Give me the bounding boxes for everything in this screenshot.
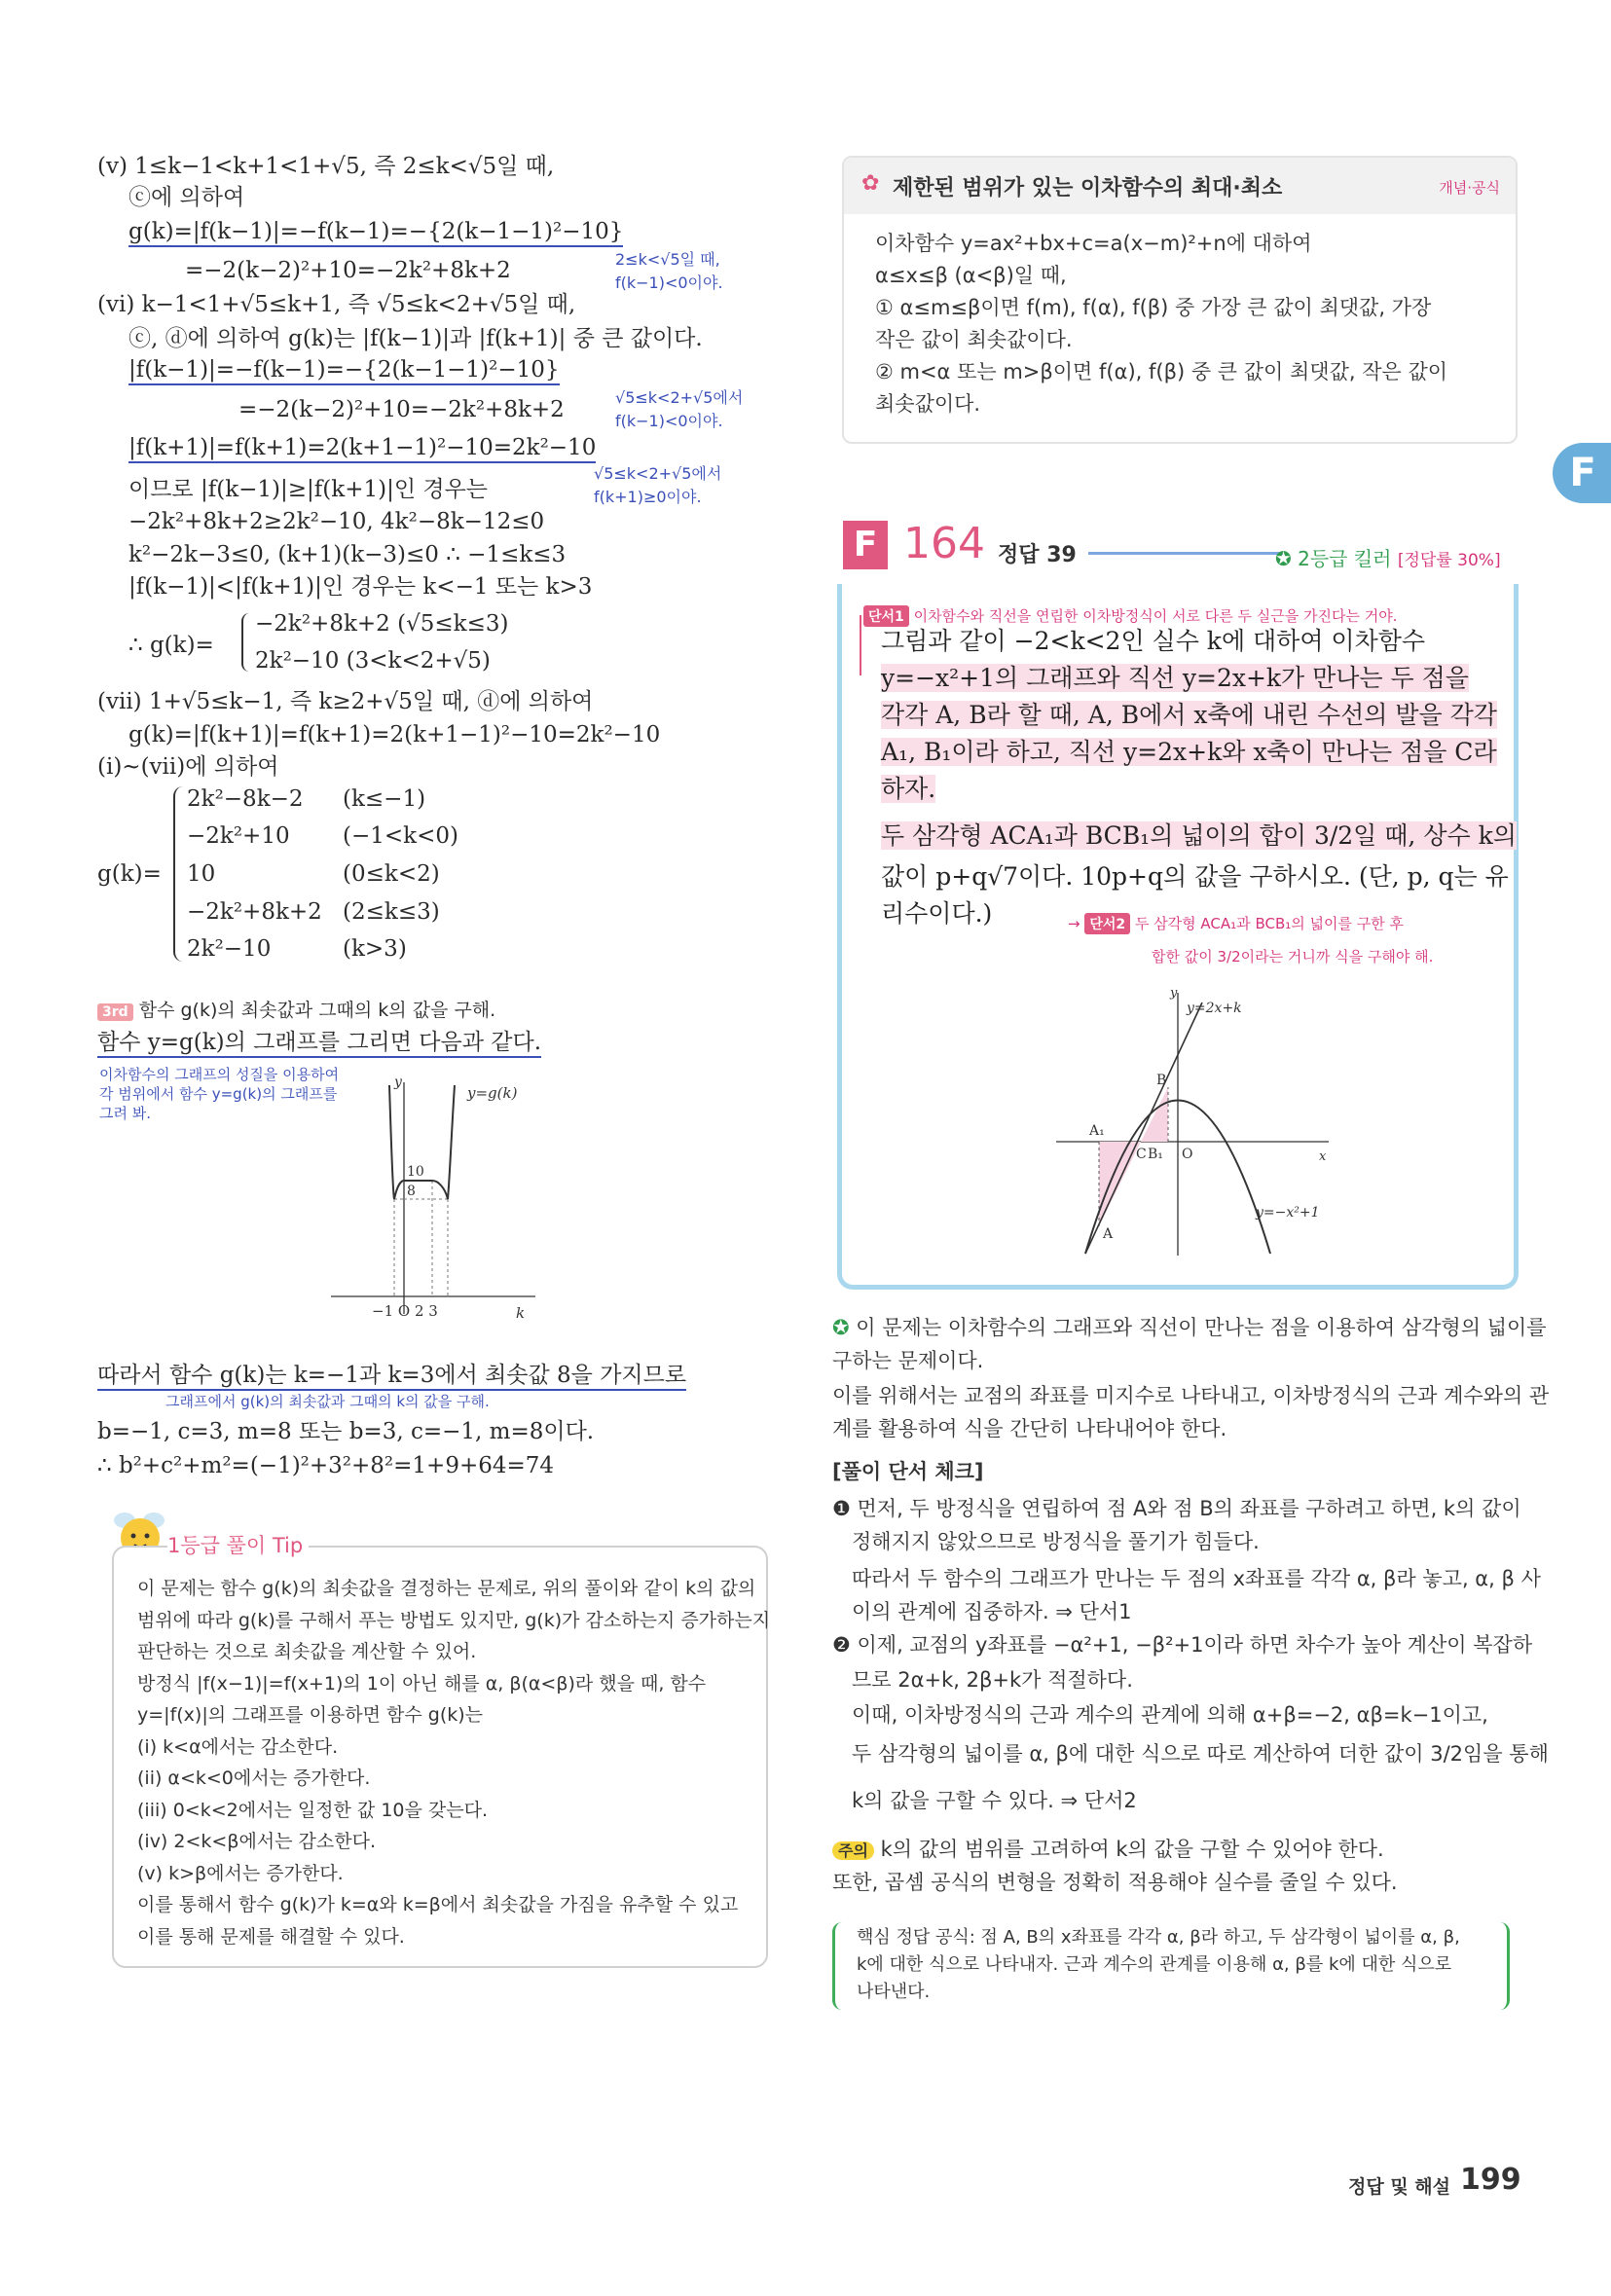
brace (241, 613, 253, 672)
margin-note: 이차함수의 그래프의 성질을 이용하여 각 범위에서 함수 y=g(k)의 그래프를 그려 봐. (99, 1066, 340, 1122)
figure-label: A₁ (1089, 1123, 1105, 1139)
pw-cond: (2≤k≤3) (343, 899, 440, 925)
margin-note: √5≤k<2+√5에서 (615, 388, 744, 407)
check-line: ❷ 이제, 교점의 y좌표를 −α²+1, −β²+1이라 하면 차수가 높아 계산이 복잡하 (832, 1633, 1533, 1657)
sol-line: (vi) k−1<1+√5≤k+1, 즉 √5≤k<2+√5일 때, (97, 292, 576, 317)
summary-text: 핵심 정답 공식: 점 A, B의 x좌표를 각각 α, β라 하고, 두 삼각형이 넓이를 α, β, k에 대한 식으로 나타내자. 근과 계수의 관계를 이용해 α, β를 k에 대한 식으로 나타낸다. (857, 1927, 1460, 2002)
graph-label: 8 (407, 1184, 416, 1199)
sol-line: k²−2k−3≤0, (k+1)(k−3)≤0 ∴ −1≤k≤3 (128, 542, 567, 567)
margin-note: f(k−1)<0이야. (615, 273, 723, 292)
sol-line: =−2(k−2)²+10=−2k²+8k+2 (185, 258, 511, 283)
step-heading (97, 996, 495, 1022)
intro-line: ✪ 이 문제는 이차함수의 그래프와 직선이 만나는 점을 이용하여 삼각형의 넓이를 (832, 1316, 1547, 1339)
problem-letter: F (843, 521, 888, 569)
section-tab[interactable]: F (1553, 443, 1611, 503)
figure-label: B (1156, 1073, 1167, 1088)
clue-note: 단서1 이차함수와 직선을 연립한 이차방정식이 서로 다른 두 실근을 가진다는 거야. (863, 605, 1397, 627)
sol-line: (i)~(vii)에 의하여 (97, 754, 279, 780)
problem-number: 164 (903, 519, 985, 568)
pw-cond: (−1<k<0) (343, 823, 458, 849)
step-badge: 3rd (97, 1003, 133, 1021)
margin-note: f(k−1)<0이야. (615, 412, 723, 430)
gk-graph (321, 1071, 545, 1324)
figure-label: y=−x²+1 (1256, 1205, 1320, 1221)
caution-badge: 주의 (832, 1841, 874, 1860)
pw-label: g(k)= (97, 861, 162, 887)
sol-line: ⓒ에 의하여 (128, 185, 245, 210)
sol-line: ∴ b²+c²+m²=(−1)²+3²+8²=1+9+64=74 (97, 1453, 555, 1478)
check-line: 따라서 두 함수의 그래프가 만나는 두 점의 x좌표를 각각 α, β라 놓고, α, β 사 (832, 1567, 1541, 1590)
problem-card (837, 584, 1519, 1290)
pw-cond: (0≤k<2) (343, 861, 440, 887)
clue-note: 합한 값이 3/2이라는 거니까 식을 구해야 해. (1152, 948, 1434, 966)
tip-box (112, 1546, 771, 1968)
pw-expr: 10 (187, 861, 216, 887)
sol-line: 이므로 |f(k−1)|≥|f(k+1)|인 경우는 (128, 477, 489, 502)
concept-tag: 개념·공식 (1439, 179, 1500, 197)
check-line: 므로 2α+k, 2β+k가 적절하다. (832, 1668, 1133, 1692)
sol-line: 따라서 함수 g(k)는 k=−1과 k=3에서 최솟값 8을 가지므로 (97, 1363, 686, 1390)
pw-expr: −2k²+10 (187, 823, 290, 849)
sol-line: 2k²−10 (3<k<2+√5) (255, 648, 491, 674)
graph-label: −1 O 2 3 (372, 1302, 438, 1320)
caution-line: 주의 k의 값의 범위를 고려하여 k의 값을 구할 수 있어야 한다. (832, 1838, 1384, 1862)
sol-line: ⓒ, ⓓ에 의하여 g(k)는 |f(k−1)|과 |f(k+1)| 중 큰 값이다. (128, 326, 703, 351)
clue-note: → 단서2 두 삼각형 ACA₁과 BCB₁의 넓이를 구한 후 (1068, 915, 1404, 932)
margin-note: √5≤k<2+√5에서 (594, 464, 722, 483)
concept-header (844, 158, 1516, 214)
graph-label: k (516, 1304, 526, 1322)
star-icon: ✪ (832, 1316, 850, 1339)
sol-line: g(k)=|f(k+1)|=f(k+1)=2(k+1−1)²−10=2k²−10 (128, 722, 661, 747)
figure-label: C (1136, 1147, 1147, 1162)
sol-line: b=−1, c=3, m=8 또는 b=3, c=−1, m=8이다. (97, 1419, 595, 1444)
pw-expr: 2k²−8k−2 (187, 786, 304, 812)
sol-line: |f(k−1)|<|f(k+1)|인 경우는 k<−1 또는 k>3 (128, 574, 593, 600)
summary-box (832, 1922, 1510, 2010)
page-number: 199 (1460, 2163, 1521, 2197)
sol-line: |f(k−1)|=−f(k−1)=−{2(k−1−1)²−10} (128, 357, 560, 384)
concept-body: 이차함수 y=ax²+bx+c=a(x−m)²+n에 대하여 α≤x≤β (α<β)일 때, ① α≤m≤β이면 f(m), f(α), f(β) 중 가장 큰 값이 최댓값, 가장 작은 값이 최솟값이다. ② m<α 또는 m>β이면 f(α), f(β) 중 큰 값이 최댓값, 작은 값이 최솟값이다. (875, 232, 1448, 416)
figure-label: A (1103, 1226, 1114, 1242)
pw-expr: −2k²+8k+2 (187, 899, 322, 925)
check-line: 정해지지 않았으므로 방정식을 풀기가 힘들다. (832, 1530, 1260, 1553)
star-icon: ✪ (1275, 547, 1292, 570)
sol-line: 함수 y=g(k)의 그래프를 그리면 다음과 같다. (97, 1030, 541, 1057)
sol-line: g(k)=|f(k−1)|=−f(k−1)=−{2(k−1−1)²−10} (128, 219, 623, 246)
graph-label: y=g(k) (467, 1084, 518, 1102)
check-line: k의 값을 구할 수 있다. ⇒ 단서2 (832, 1789, 1137, 1812)
pw-expr: 2k²−10 (187, 936, 272, 962)
concept-box (842, 156, 1518, 444)
concept-title: 제한된 범위가 있는 이차함수의 최대·최소 (893, 176, 1283, 200)
figure-label: y=2x+k (1187, 1001, 1242, 1016)
margin-note: 그래프에서 g(k)의 최솟값과 그때의 k의 값을 구해. (165, 1393, 490, 1410)
intro-line: 이를 위해서는 교점의 좌표를 미지수로 나타내고, 이차방정식의 근과 계수와의 관 (832, 1384, 1550, 1407)
check-line: 두 삼각형의 넓이를 α, β에 대한 식으로 따로 계산하여 더한 값이 3/2임을 통해 (832, 1742, 1549, 1766)
divider (1088, 552, 1283, 555)
tip-title: 1등급 풀이 Tip (167, 1530, 309, 1559)
caution-line: 또한, 곱셈 공식의 변형을 정확히 적용해야 실수를 줄일 수 있다. (832, 1871, 1398, 1894)
clue-badge: 단서2 (1084, 913, 1130, 934)
sol-line: (v) 1≤k−1<k+1<1+√5, 즉 2≤k<√5일 때, (97, 154, 555, 179)
step-text: 함수 g(k)의 최솟값과 그때의 k의 값을 구해. (138, 1000, 496, 1021)
figure-label: x (1319, 1149, 1327, 1164)
figure-label: O (1182, 1147, 1193, 1162)
figure-label: y (1170, 986, 1178, 1001)
brace (173, 786, 185, 962)
sol-line: |f(k+1)|=f(k+1)=2(k+1−1)²−10=2k²−10 (128, 435, 596, 462)
check-line: ❶ 먼저, 두 방정식을 연립하여 점 A와 점 B의 좌표를 구하려고 하면, k의 값이 (832, 1497, 1521, 1520)
graph-label: 10 (407, 1164, 424, 1180)
footer-label: 정답 및 해설 (1348, 2176, 1450, 2198)
sol-line: ∴ g(k)= (128, 633, 214, 658)
pw-cond: (k≤−1) (343, 786, 426, 812)
margin-note: f(k+1)≥0이야. (594, 488, 702, 506)
sol-line: −2k²+8k+2≥2k²−10, 4k²−8k−12≤0 (128, 509, 545, 534)
figure-label: B₁ (1148, 1147, 1163, 1162)
sol-line: =−2(k−2)²+10=−2k²+8k+2 (238, 397, 565, 422)
intro-line: 계를 활용하여 식을 간단히 나타내어야 한다. (832, 1417, 1227, 1440)
sol-line: (vii) 1+√5≤k−1, 즉 k≥2+√5일 때, ⓓ에 의하여 (97, 689, 594, 714)
problem-figure (1046, 983, 1338, 1265)
answer: 정답 39 (998, 543, 1077, 567)
clue-line (860, 615, 861, 675)
check-title: [풀이 단서 체크] (832, 1460, 984, 1483)
sol-line: −2k²+8k+2 (√5≤k≤3) (255, 611, 509, 637)
margin-note: 2≤k<√5일 때, (615, 250, 720, 269)
problem-text: 그림과 같이 −2<k<2인 실수 k에 대하여 이차함수 y=−x²+1의 그래프와 직선 y=2x+k가 만나는 두 점을 각각 A, B라 할 때, A, B에서 x축에 내린 수선의 발을 각각 A₁, B₁이라 하고, 직선 y=2x+k와 x축이 만나는 점을 C라 하자. 두 삼각형 ACA₁과 BCB₁의 넓이의 합이 3/2일 때, 상수 k의 값이 p+q√7이다. 10p+q의 값을 구하시오. (단, p, q는 유 리수이다.) (881, 627, 1517, 928)
clue-badge: 단서1 (863, 605, 909, 627)
check-line: 이의 관계에 집중하자. ⇒ 단서1 (832, 1600, 1132, 1623)
pw-cond: (k>3) (343, 936, 407, 962)
tip-body: 이 문제는 함수 g(k)의 최솟값을 결정하는 문제로, 위의 풀이와 같이 k의 값의 범위에 따라 g(k)를 구해서 푸는 방법도 있지만, g(k)가 감소하는지 증가하는지 판단하는 것으로 최솟값을 계산할 수 있어. 방정식 |f(x−1)|=f(x+1)의 1이 아닌 해를 α, β(α<β)라 했을 때, 함수 y=|f(x)|의 그래프를 이용하면 함수 g(k)는 (i) k<α에서는 감소한다. (ii) α<k<0에서는 증가한다. (iii) 0<k<2에서는 일정한 값 10을 갖는다. (iv) 2<k<β에서는 감소한다. (v) k>β에서는 증가한다. 이를 통해서 함수 g(k)가 k=α와 k=β에서 최솟값을 가짐을 유추할 수 있고 이를 통해 문제를 해결할 수 있다. (137, 1578, 771, 1948)
flower-icon: ✿ (861, 171, 880, 196)
intro-line: 구하는 문제이다. (832, 1349, 984, 1372)
check-line: 이때, 이차방정식의 근과 계수의 관계에 의해 α+β=−2, αβ=k−1이고, (832, 1703, 1488, 1727)
graph-label: y (394, 1075, 402, 1090)
grade-label: ✪ 2등급 킬러 [정답률 30%] (1275, 547, 1501, 570)
